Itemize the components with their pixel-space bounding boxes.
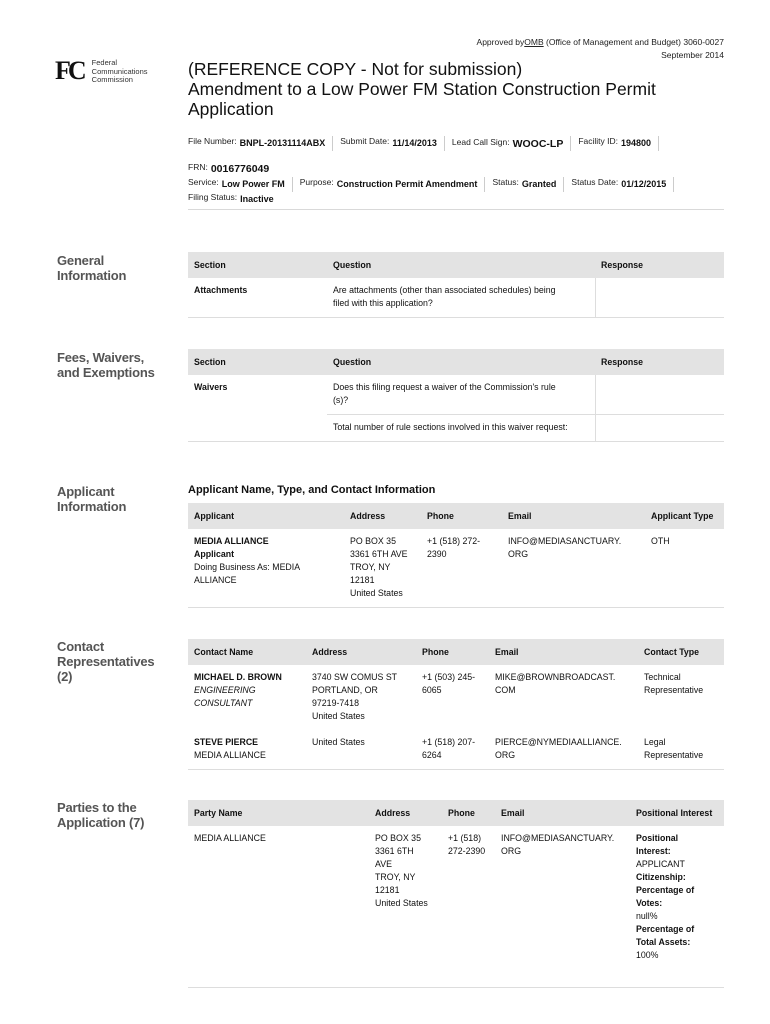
- logo-line: Federal: [91, 58, 118, 67]
- column-header: Email: [489, 639, 638, 665]
- facility-id-field: [578, 136, 659, 151]
- title-line: Application: [188, 99, 274, 119]
- applicant-role: Applicant: [194, 549, 235, 559]
- phone-line: +1 (518) 272-: [427, 536, 481, 546]
- page-title: [188, 59, 728, 119]
- email-line: MIKE@BROWNBROADCAST.: [495, 672, 616, 682]
- contact-type-line: Representative: [644, 750, 704, 760]
- question-line: filed with this application?: [333, 298, 433, 308]
- interest-label: Total Assets:: [636, 937, 691, 947]
- address-line: TROY, NY: [350, 562, 391, 572]
- logo-line: Communications: [91, 66, 148, 76]
- status-date-field: [571, 177, 674, 192]
- interest-label: Citizenship:: [636, 872, 686, 882]
- applicant-table: [188, 503, 724, 608]
- status-value: Granted: [521, 179, 557, 189]
- email-line: ORG: [508, 549, 529, 559]
- contact-type-line: Representative: [644, 685, 704, 695]
- email-line: COM: [495, 685, 516, 695]
- field-label: Lead Call Sign:: [451, 137, 510, 147]
- question-line: Are attachments (other than associated schedules) being: [333, 285, 556, 295]
- table-row: [188, 665, 724, 730]
- question-cell: [327, 278, 595, 318]
- phone-cell: [416, 730, 489, 770]
- email-cell: [495, 826, 630, 969]
- meta-row-2: [188, 177, 681, 192]
- phone-line: +1 (503) 245-: [422, 672, 476, 682]
- address-cell: [306, 665, 416, 730]
- section-title-contacts: [57, 639, 154, 684]
- address-line: PO BOX 35: [350, 536, 396, 546]
- field-label: Facility ID:: [578, 136, 618, 146]
- frn-row: [188, 161, 283, 176]
- fcc-wordmark: [92, 59, 148, 85]
- section-title-line: General: [57, 253, 105, 268]
- column-header: Question: [327, 349, 595, 375]
- column-header: Party Name: [188, 800, 369, 826]
- facility-id-value: 194800: [621, 138, 652, 148]
- address-line: United States: [312, 711, 365, 721]
- section-title-fees: [57, 350, 155, 380]
- section-title-line: Application (7): [57, 815, 145, 830]
- column-header: Email: [495, 800, 630, 826]
- phone-line: 6065: [422, 685, 442, 695]
- table-row: [188, 375, 724, 415]
- section-title-line: (2): [57, 669, 73, 684]
- parties-bottom-divider: [188, 987, 724, 988]
- address-line: PO BOX 35: [375, 833, 421, 843]
- phone-line: 6264: [422, 750, 442, 760]
- phone-line: 2390: [427, 549, 447, 559]
- interest-label: Positional: [636, 833, 679, 843]
- interest-label: Percentage of: [636, 885, 695, 895]
- column-header: Applicant Type: [645, 503, 724, 529]
- filing-status-value: Inactive: [240, 194, 274, 204]
- title-line: (REFERENCE COPY - Not for submission): [188, 59, 523, 79]
- address-cell: [369, 826, 442, 969]
- column-header: Contact Name: [188, 639, 306, 665]
- field-label: Status Date:: [571, 177, 619, 187]
- field-label: Filing Status:: [188, 192, 238, 202]
- service-field: [188, 177, 293, 192]
- applicant-type-cell: OTH: [645, 529, 724, 608]
- address-line: 3361 6TH AVE: [350, 549, 408, 559]
- field-label: Status:: [492, 177, 519, 187]
- address-line: 97219-7418: [312, 698, 359, 708]
- fcc-logo: [55, 58, 148, 85]
- address-line: PORTLAND, OR: [312, 685, 378, 695]
- section-title-line: Information: [57, 499, 127, 514]
- response-cell: [595, 375, 724, 415]
- column-header: Response: [595, 349, 724, 375]
- interest-value: 100%: [636, 950, 659, 960]
- interest-value: APPLICANT: [636, 859, 685, 869]
- contact-name: STEVE PIERCE: [194, 737, 259, 747]
- meta-row-1: [188, 136, 666, 151]
- contact-type-line: Legal: [644, 737, 666, 747]
- fcc-mark: FC: [55, 56, 84, 85]
- frn-field: [188, 161, 276, 176]
- interest-label: Interest:: [636, 846, 671, 856]
- contact-name-cell: [188, 665, 306, 730]
- fees-waivers-table: [188, 349, 724, 442]
- section-title-line: Representatives: [57, 654, 155, 669]
- logo-line: Commission: [91, 75, 133, 84]
- phone-cell: [421, 529, 502, 608]
- status-date-value: 01/12/2015: [621, 179, 667, 189]
- service-value: Low Power FM: [221, 179, 285, 189]
- approved-suffix: (Office of Management and Budget) 3060-0027: [543, 37, 724, 47]
- section-title-applicant: [57, 484, 126, 514]
- contact-type-line: Technical: [644, 672, 681, 682]
- column-header: Positional Interest: [630, 800, 724, 826]
- column-header: Phone: [416, 639, 489, 665]
- column-header: Question: [327, 252, 595, 278]
- email-cell: [502, 529, 645, 608]
- address-line: 12181: [350, 575, 375, 585]
- contact-name-cell: [188, 730, 306, 770]
- interest-label: Votes:: [636, 898, 663, 908]
- address-line: 3740 SW COMUS ST: [312, 672, 398, 682]
- filing-status-row: [188, 192, 288, 207]
- dba-line: Doing Business As: MEDIA: [194, 562, 301, 572]
- column-header: Contact Type: [638, 639, 724, 665]
- address-line: 3361 6TH: [375, 846, 414, 856]
- submit-date-field: [340, 136, 445, 151]
- response-cell: [595, 415, 724, 442]
- phone-cell: [442, 826, 495, 969]
- field-label: Service:: [188, 177, 219, 187]
- file-number-field: [188, 136, 333, 151]
- phone-line: +1 (518): [448, 833, 482, 843]
- address-cell: United States: [306, 730, 416, 770]
- column-header: Phone: [442, 800, 495, 826]
- section-title-line: Information: [57, 268, 127, 283]
- call-sign-value: WOOC-LP: [512, 138, 564, 150]
- column-header: Address: [306, 639, 416, 665]
- applicant-name: MEDIA ALLIANCE: [194, 536, 269, 546]
- column-header: Section: [188, 252, 327, 278]
- field-label: FRN:: [188, 162, 208, 172]
- column-header: Response: [595, 252, 724, 278]
- field-label: Purpose:: [299, 177, 334, 187]
- column-header: Email: [502, 503, 645, 529]
- section-title-line: Parties to the: [57, 800, 137, 815]
- email-line: ORG: [495, 750, 516, 760]
- frn-value: 0016776049: [210, 163, 270, 175]
- parties-table: [188, 800, 724, 969]
- field-label: Submit Date:: [340, 136, 390, 146]
- question-cell: Total number of rule sections involved in this waiver request:: [327, 415, 595, 442]
- contact-org-line: CONSULTANT: [194, 698, 253, 708]
- purpose-field: [300, 177, 486, 192]
- table-row: [188, 730, 724, 770]
- section-title-line: Contact: [57, 639, 104, 654]
- contact-name: MICHAEL D. BROWN: [194, 672, 282, 682]
- column-header: Address: [344, 503, 421, 529]
- address-line: United States: [375, 898, 428, 908]
- email-line: INFO@MEDIASANCTUARY.: [501, 833, 615, 843]
- file-number-value: BNPL-20131114ABX: [239, 138, 326, 148]
- section-title-line: Fees, Waivers,: [57, 350, 145, 365]
- table-row: [188, 278, 724, 318]
- contact-type-cell: [638, 730, 724, 770]
- interest-value: null%: [636, 911, 658, 921]
- contact-org-line: ENGINEERING: [194, 685, 256, 695]
- address-line: AVE: [375, 859, 392, 869]
- party-name-cell: MEDIA ALLIANCE: [194, 833, 266, 843]
- purpose-value: Construction Permit Amendment: [336, 179, 478, 189]
- email-cell: [489, 665, 638, 730]
- status-field: [492, 177, 564, 192]
- response-cell: [595, 278, 724, 318]
- approved-date: September 2014: [661, 50, 724, 60]
- section-title-general: [57, 253, 126, 283]
- approved-prefix: Approved by: [476, 37, 525, 47]
- positional-interest-cell: [630, 826, 724, 969]
- address-line: TROY, NY: [375, 872, 416, 882]
- phone-line: 272-2390: [448, 846, 486, 856]
- applicant-subtitle: Applicant Name, Type, and Contact Information: [188, 484, 436, 496]
- question-cell: [327, 375, 595, 415]
- filing-status-field: [188, 192, 281, 207]
- address-line: 12181: [375, 885, 400, 895]
- contacts-table: [188, 639, 724, 770]
- phone-line: +1 (518) 207-: [422, 737, 476, 747]
- column-header: Applicant: [188, 503, 344, 529]
- contact-org-line: MEDIA ALLIANCE: [194, 750, 266, 760]
- question-line: (s)?: [333, 395, 349, 405]
- column-header: Section: [188, 349, 327, 375]
- email-cell: [489, 730, 638, 770]
- call-sign-field: [452, 136, 571, 151]
- general-info-table: [188, 252, 724, 318]
- column-header: Address: [369, 800, 442, 826]
- email-line: PIERCE@NYMEDIAALLIANCE.: [495, 737, 622, 747]
- header-divider: [188, 209, 724, 210]
- section-cell: Attachments: [188, 278, 327, 318]
- address-cell: [344, 529, 421, 608]
- section-title-line: and Exemptions: [57, 365, 155, 380]
- table-row: [188, 529, 724, 608]
- dba-line: ALLIANCE: [194, 575, 237, 585]
- address-line: United States: [350, 588, 403, 598]
- column-header: Phone: [421, 503, 502, 529]
- phone-cell: [416, 665, 489, 730]
- email-line: ORG: [501, 846, 522, 856]
- interest-label: Percentage of: [636, 924, 695, 934]
- section-title-parties: [57, 800, 144, 830]
- email-line: INFO@MEDIASANCTUARY.: [508, 536, 622, 546]
- section-title-line: Applicant: [57, 484, 115, 499]
- submit-date-value: 11/14/2013: [392, 138, 437, 148]
- field-label: File Number:: [188, 136, 237, 146]
- omb-link[interactable]: OMB: [524, 37, 544, 47]
- contact-type-cell: [638, 665, 724, 730]
- section-cell: Waivers: [188, 375, 327, 442]
- question-line: Does this filing request a waiver of the Commission's rule: [333, 382, 556, 392]
- table-row: [188, 826, 724, 969]
- applicant-cell: [188, 529, 344, 608]
- title-line: Amendment to a Low Power FM Station Construction Permit: [188, 79, 656, 99]
